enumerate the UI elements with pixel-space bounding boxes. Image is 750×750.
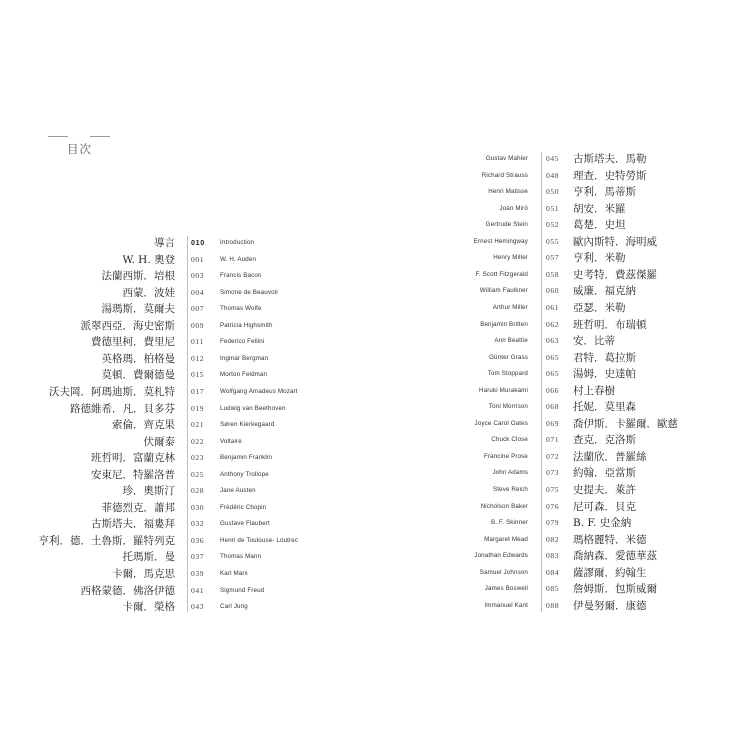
entry-page-number: 019 xyxy=(191,403,205,413)
entry-page-number: 023 xyxy=(191,453,205,463)
toc-entry[interactable] xyxy=(0,515,750,532)
entry-page-number: 004 xyxy=(191,287,205,297)
entry-page-number: 083 xyxy=(546,551,560,561)
entry-english-name: Henri Matisse xyxy=(488,188,528,196)
entry-page-number: 068 xyxy=(546,402,560,412)
entry-page-number: 017 xyxy=(191,386,205,396)
entry-english-name: Gustave Flaubert xyxy=(220,520,270,528)
entry-chinese-name: 導言 xyxy=(154,237,175,249)
entry-page-number: 050 xyxy=(546,187,560,197)
entry-chinese-name: 喬納森．愛德華茲 xyxy=(573,550,657,563)
entry-chinese-name: 路德維希．凡．貝多芬 xyxy=(70,402,175,415)
entry-page-number: 045 xyxy=(546,154,560,163)
entry-chinese-name: 威廉．福克納 xyxy=(573,285,636,298)
toc-entry[interactable] xyxy=(0,399,750,416)
toc-entry[interactable] xyxy=(0,267,750,284)
entry-chinese-name: 西蒙．波娃 xyxy=(122,286,175,299)
toc-entry[interactable] xyxy=(0,201,750,218)
entry-chinese-name: 葛楚．史坦 xyxy=(573,219,626,232)
entry-english-name: Toni Morrison xyxy=(488,403,528,411)
entry-english-name: Frédéric Chopin xyxy=(220,503,267,511)
entry-chinese-name: 托瑪斯．曼 xyxy=(122,551,175,564)
entry-chinese-name: 理查．史特勞斯 xyxy=(573,169,647,182)
entry-chinese-name: 法蘭西斯．培根 xyxy=(101,270,175,283)
entry-page-number: 011 xyxy=(191,337,204,347)
entry-english-name: F. Scott Fitzgerald xyxy=(475,270,528,278)
entry-page-number: 021 xyxy=(191,420,205,430)
entry-english-name: John Adams xyxy=(492,469,528,477)
entry-page-number: 061 xyxy=(546,302,560,312)
entry-page-number: 052 xyxy=(546,220,560,230)
entry-chinese-name: 亨利．米勒 xyxy=(573,252,626,265)
toc-entry[interactable] xyxy=(0,532,750,549)
entry-page-number: 072 xyxy=(546,451,560,461)
entry-chinese-name: 安．比蒂 xyxy=(573,335,615,348)
entry-chinese-name: 費德里柯．費里尼 xyxy=(91,336,175,349)
left-column-divider xyxy=(187,236,188,612)
entry-page-number: 012 xyxy=(191,353,205,363)
entry-page-number: 084 xyxy=(546,567,560,577)
entry-page-number: 055 xyxy=(546,236,560,246)
entry-chinese-name: 班哲明．布瑞頓 xyxy=(573,318,647,331)
entry-page-number: 010 xyxy=(191,238,205,247)
toc-entry[interactable] xyxy=(0,548,750,565)
entry-chinese-name: 班哲明．富蘭克林 xyxy=(91,452,175,465)
entry-chinese-name: 君特．葛拉斯 xyxy=(573,351,636,364)
entry-english-name: Henry Miller xyxy=(493,254,528,262)
toc-entry[interactable] xyxy=(0,168,750,185)
entry-english-name: Anthony Trollope xyxy=(220,470,269,478)
entry-english-name: Søren Kierkegaard xyxy=(220,421,275,429)
entry-chinese-name: 胡安．米羅 xyxy=(573,202,626,215)
entry-english-name: Voltaire xyxy=(220,437,242,445)
entry-english-name: Steve Reich xyxy=(492,486,528,493)
entry-english-name: Gustav Mahler xyxy=(485,155,528,162)
entry-english-name: Carl Jung xyxy=(220,603,248,611)
toc-entry[interactable] xyxy=(0,250,750,267)
entry-english-name: Immanuel Kant xyxy=(484,601,528,609)
entry-english-name: Nicholson Baker xyxy=(480,502,528,510)
entry-page-number: 032 xyxy=(191,519,205,529)
entry-english-name: Thomas Mann xyxy=(220,553,262,561)
toc-entry[interactable] xyxy=(0,383,750,400)
entry-page-number: 076 xyxy=(546,501,560,511)
entry-page-number: 065 xyxy=(546,369,560,379)
entry-english-name: Joan Miró xyxy=(499,204,528,212)
entry-chinese-name: 菲德烈克．蕭邦 xyxy=(101,501,175,514)
entry-page-number: 039 xyxy=(191,569,205,578)
entry-chinese-name: 莫頓．費爾德曼 xyxy=(101,369,175,382)
entry-english-name: Henri de Toulouse- Loutrec xyxy=(220,536,299,544)
entry-english-name: Joyce Carol Oates xyxy=(474,419,528,427)
toc-entry[interactable] xyxy=(0,499,750,516)
entry-english-name: Richard Strauss xyxy=(481,171,528,179)
entry-chinese-name: 亞瑟．米勒 xyxy=(573,301,626,314)
entry-page-number: 085 xyxy=(546,584,560,594)
toc-entry[interactable] xyxy=(0,416,750,433)
toc-entry[interactable] xyxy=(0,317,750,334)
entry-chinese-name: 村上春樹 xyxy=(573,384,615,397)
entry-chinese-name: 尼可森．貝克 xyxy=(573,500,636,513)
entry-chinese-name: 珍．奧斯汀 xyxy=(122,485,175,498)
entry-english-name: James Boswell xyxy=(484,585,528,593)
toc-entry[interactable] xyxy=(0,598,750,615)
entry-english-name: William Faulkner xyxy=(479,287,528,295)
toc-entry[interactable] xyxy=(0,350,750,367)
toc-entry[interactable] xyxy=(0,184,750,201)
entry-chinese-name: 卡爾．馬克思 xyxy=(112,568,175,580)
entry-page-number: 003 xyxy=(191,271,205,281)
entry-chinese-name: 湯瑪斯．莫爾夫 xyxy=(101,303,175,316)
toc-entry[interactable] xyxy=(0,465,750,482)
entry-english-name: Ernest Hemingway xyxy=(473,237,528,245)
entry-english-name: Karl Marx xyxy=(220,570,248,577)
entry-english-name: Sigmund Freud xyxy=(220,586,265,594)
entry-page-number: 037 xyxy=(191,552,205,562)
entry-page-number: 075 xyxy=(546,485,560,494)
entry-page-number: 060 xyxy=(546,286,560,296)
entry-english-name: Benjamin Franklin xyxy=(220,454,273,462)
entry-english-name: Francine Prose xyxy=(483,452,528,460)
entry-english-name: Federico Fellini xyxy=(220,338,265,346)
entry-chinese-name: 湯姆．史達帕 xyxy=(573,368,636,381)
entry-english-name: Thomas Wolfe xyxy=(220,305,262,313)
entry-english-name: Ludwig van Beethoven xyxy=(220,404,286,412)
toc-entry[interactable] xyxy=(0,217,750,234)
entry-english-name: Simone de Beauvoir xyxy=(220,288,279,296)
entry-english-name: Gertrude Stein xyxy=(485,221,528,229)
entry-chinese-name: 沃夫岡．阿瑪迪斯．莫札特 xyxy=(49,385,175,398)
toc-entry[interactable] xyxy=(0,283,750,300)
entry-english-name: Wolfgang Amadeus Mozart xyxy=(220,387,298,395)
entry-page-number: 079 xyxy=(546,518,560,528)
header-rule-right xyxy=(90,136,110,137)
entry-english-name: Margaret Mead xyxy=(484,535,528,543)
entry-page-number: 071 xyxy=(546,435,560,445)
entry-page-number: 051 xyxy=(546,203,560,213)
entry-english-name: Benjamin Britten xyxy=(480,320,528,328)
entry-page-number: 025 xyxy=(191,469,205,479)
entry-page-number: 058 xyxy=(546,269,560,279)
entry-page-number: 007 xyxy=(191,304,205,314)
entry-chinese-name: 古斯塔夫．福婁拜 xyxy=(91,518,175,531)
entry-english-name: B. F. Skinner xyxy=(490,519,528,527)
toc-entry[interactable] xyxy=(0,565,750,582)
entry-english-name: Tom Stoppard xyxy=(487,370,528,378)
entry-chinese-name: 索倫．齊克果 xyxy=(112,419,175,432)
entry-chinese-name: 英格瑪．柏格曼 xyxy=(101,352,175,365)
entry-chinese-name: 史考特．費茲傑羅 xyxy=(573,268,657,281)
entry-chinese-name: 查克．克洛斯 xyxy=(573,434,636,447)
entry-page-number: 028 xyxy=(191,486,205,496)
entry-chinese-name: 薩謬爾．約翰生 xyxy=(573,566,647,579)
entry-page-number: 062 xyxy=(546,319,560,329)
entry-english-name: Arthur Miller xyxy=(492,303,528,311)
entry-english-name: Haruki Murakami xyxy=(478,386,528,394)
entry-page-number: 069 xyxy=(546,418,560,428)
entry-page-number: 088 xyxy=(546,600,560,610)
entry-english-name: Ingmar Bergman xyxy=(220,354,269,362)
entry-english-name: Samuel Johnson xyxy=(479,568,528,576)
entry-chinese-name: 伊曼努爾．康德 xyxy=(573,599,647,612)
entry-chinese-name: 亨利．德．土魯斯．羅特列克 xyxy=(38,534,175,547)
entry-english-name: Chuck Close xyxy=(491,436,528,444)
toc-entry[interactable] xyxy=(0,151,750,168)
entry-page-number: 036 xyxy=(191,535,205,545)
entry-chinese-name: 伏爾泰 xyxy=(143,435,175,448)
entry-page-number: 009 xyxy=(191,320,205,330)
entry-page-number: 057 xyxy=(546,253,560,263)
entry-chinese-name: 托妮．莫里森 xyxy=(573,401,636,414)
entry-english-name: Ann Beattie xyxy=(494,337,528,345)
toc-entry[interactable] xyxy=(0,482,750,499)
entry-chinese-name: 安東尼．特羅洛普 xyxy=(91,468,175,481)
entry-page-number: 041 xyxy=(191,585,205,595)
toc-title: 目次 xyxy=(67,142,92,156)
entry-chinese-name: 法蘭欣．普羅絲 xyxy=(573,450,647,463)
entry-chinese-name: 派翠西亞．海史密斯 xyxy=(80,319,175,332)
toc-entry[interactable] xyxy=(0,234,750,251)
entry-english-name: Patricia Highsmith xyxy=(220,321,273,329)
entry-page-number: 082 xyxy=(546,534,560,544)
entry-chinese-name: 西格蒙德．佛洛伊德 xyxy=(80,584,175,597)
entry-chinese-name: 詹姆斯．包斯威爾 xyxy=(573,583,657,596)
entry-chinese-name: 史提夫．萊許 xyxy=(573,484,636,496)
entry-english-name: Jonathan Edwards xyxy=(474,552,528,560)
entry-english-name: Morton Feldman xyxy=(220,371,268,379)
entry-page-number: 015 xyxy=(191,370,205,380)
entry-page-number: 030 xyxy=(191,502,205,512)
entry-page-number: 043 xyxy=(191,602,205,612)
entry-page-number: 022 xyxy=(191,436,205,446)
toc-entry[interactable] xyxy=(0,300,750,317)
entry-page-number: 065 xyxy=(546,352,560,362)
entry-page-number: 063 xyxy=(546,336,560,346)
entry-english-name: Jane Austen xyxy=(220,487,256,495)
entry-chinese-name: 古斯塔夫．馬勒 xyxy=(573,153,647,165)
entry-chinese-name: 卡爾．榮格 xyxy=(122,601,175,614)
entry-english-name: Introduction xyxy=(220,239,255,246)
toc-entry[interactable] xyxy=(0,581,750,598)
entry-english-name: W. H. Auden xyxy=(220,255,257,263)
toc-entry[interactable] xyxy=(0,366,750,383)
toc-entry[interactable] xyxy=(0,432,750,449)
entry-chinese-name: 約翰．亞當斯 xyxy=(573,467,636,480)
toc-entry[interactable] xyxy=(0,449,750,466)
header-rule-left xyxy=(48,136,68,137)
entry-chinese-name: 歐內斯特．海明威 xyxy=(573,235,657,248)
entry-page-number: 066 xyxy=(546,385,560,395)
right-column-divider xyxy=(541,152,542,612)
entry-page-number: 001 xyxy=(191,254,205,264)
entry-chinese-name: W. H. 奧登 xyxy=(122,253,175,266)
entry-english-name: Günter Grass xyxy=(489,353,528,361)
entry-page-number: 048 xyxy=(546,170,560,180)
entry-chinese-name: 亨利．馬蒂斯 xyxy=(573,186,636,199)
toc-entry[interactable] xyxy=(0,333,750,350)
entry-chinese-name: 瑪格麗特．米德 xyxy=(573,533,647,546)
entry-chinese-name: B. F. 史金納 xyxy=(573,517,632,530)
entry-english-name: Francis Bacon xyxy=(220,272,262,280)
entry-chinese-name: 喬伊斯．卡羅爾．歐慈 xyxy=(573,417,678,430)
entry-page-number: 073 xyxy=(546,468,560,478)
